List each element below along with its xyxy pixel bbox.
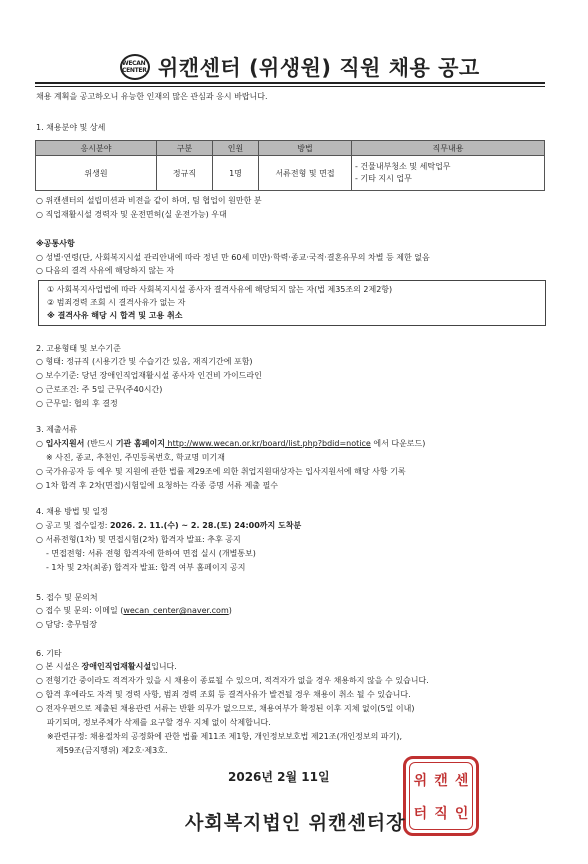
s6-line: 제59조(금지행위) 제2호·제3호. <box>56 746 168 755</box>
box-line: ① 사회복지사업법에 따라 사회복지시설 종사자 결격사유에 해당되지 않는 자(법 제35조의 2제2항) <box>47 285 393 294</box>
s6-facility-line <box>36 661 177 672</box>
s6-text: ○ 본 시설은 <box>36 662 82 671</box>
s5-line: ○ 담당: 총무팀장 <box>36 620 98 629</box>
s2-item: ○ 형태: 정규직 (시용기간 및 수습기간 있음, 재직기간에 포함) <box>36 357 253 366</box>
s4-line: - 면접전형: 서류 전형 합격자에 한하여 면접 실시 (개별통보) <box>46 549 256 558</box>
col-header-duty: 직무내용 <box>352 141 545 156</box>
s3-text: 에서 다운로드) <box>370 439 426 448</box>
common-bullet: ○ 성별·연령(단, 사회복지시설 관리안내에 따라 정년 만 60세 미만)·학력·종교·국적·결혼유무의 차별 등 제한 없음 <box>36 253 430 262</box>
common-bullet: ○ 다음의 결격 사유에 해당하지 않는 자 <box>36 266 175 275</box>
col-header-count: 인원 <box>213 141 259 156</box>
section-1-heading: 1. 채용분야 및 상세 <box>36 123 106 132</box>
table-row <box>36 156 545 191</box>
s3-text: (반드시 <box>84 439 116 448</box>
col-header-method: 방법 <box>259 141 352 156</box>
seal-char: 직 <box>434 805 448 822</box>
official-seal-icon <box>403 756 479 836</box>
table-header-row <box>36 141 545 156</box>
s3-note: ※ 사진, 종교, 추천인, 주민등록번호, 학교명 미기재 <box>46 453 225 462</box>
page-title: 위캔센터 (위생원) 직원 채용 공고 <box>158 56 480 80</box>
cell-field: 위생원 <box>36 156 157 191</box>
common-heading: ※공통사항 <box>36 239 75 248</box>
section-4-heading: 4. 채용 방법 및 일정 <box>36 507 108 516</box>
seal-char: 터 <box>413 805 428 822</box>
box-line-emphasis: ※ 결격사유 해당 시 합격 및 고용 취소 <box>47 311 183 320</box>
s2-item: ○ 보수기준: 당년 장애인직업재활시설 종사자 인건비 가이드라인 <box>36 371 262 380</box>
seal-char: 센 <box>454 772 469 789</box>
s4-line: - 1차 및 2차(최종) 합격자 발표: 합격 여부 홈페이지 공지 <box>46 563 246 572</box>
s3-application-label: ○ 입사지원서 <box>36 439 85 448</box>
s6-facility-type: 장애인직업재활시설 <box>81 662 152 671</box>
s3-line-application <box>36 438 425 449</box>
recruitment-table <box>35 140 545 191</box>
section-2-heading: 2. 고용형태 및 보수기준 <box>36 344 121 353</box>
notice-date: 2026년 2월 11일 <box>228 770 330 784</box>
title-rule-thin <box>35 86 545 87</box>
s6-line: ○ 합격 후에라도 자격 및 경력 사항, 범죄 경력 조회 등 결격사유가 발견될 경우 채용이 취소 될 수 있습니다. <box>36 690 411 699</box>
intro-text: 채용 계획을 공고하오니 유능한 인재의 많은 관심과 응시 바랍니다. <box>36 92 268 101</box>
s1-bullet: ○ 위캔센터의 설립미션과 비전을 같이 하며, 팀 협업이 원만한 분 <box>36 196 262 205</box>
seal-char: 인 <box>454 805 469 822</box>
s6-line: 파기되며, 정보주체가 삭제를 요구할 경우 지체 없이 삭제합니다. <box>47 718 271 727</box>
cell-duty <box>352 156 545 191</box>
s5-text: ○ 접수 및 문의: 이메일 ( <box>36 606 124 615</box>
header <box>120 50 520 84</box>
seal-char: 위 <box>413 772 428 789</box>
seal-grid <box>409 762 473 830</box>
s6-text: 입니다. <box>151 662 177 671</box>
organization-signature: 사회복지법인 위캔센터장 <box>185 812 406 834</box>
cell-type: 정규직 <box>157 156 213 191</box>
duty-line: - 건물내부청소 및 세탁업무 <box>355 162 451 171</box>
s3-line: ○ 1차 합격 후 2차(면접)시험일에 요청하는 각종 증명 서류 제출 필수 <box>36 481 279 490</box>
s4-schedule-line <box>36 520 301 531</box>
s6-line: ○ 전형기간 중이라도 적격자가 있을 시 채용이 종료될 수 있으며, 적격자가 없을 경우 채용하지 않을 수 있습니다. <box>36 676 429 685</box>
s2-item: ○ 근로조건: 주 5일 근무(주40시간) <box>36 385 163 394</box>
s2-item: ○ 근무일: 협의 후 결정 <box>36 399 118 408</box>
s3-line: ○ 국가유공자 등 예우 및 지원에 관한 법률 제29조에 의한 취업지원대상자는 입사지원서에 해당 사항 기록 <box>36 467 406 476</box>
title-rule <box>35 82 545 84</box>
section-3-heading: 3. 제출서류 <box>36 425 78 434</box>
section-5-heading: 5. 접수 및 문의처 <box>36 593 98 602</box>
s4-line: ○ 서류전형(1차) 및 면접시험(2차) 합격자 발표: 추후 공지 <box>36 535 241 544</box>
section-6-heading: 6. 기타 <box>36 649 62 658</box>
cell-method: 서류전형 및 면접 <box>259 156 352 191</box>
email-link[interactable]: wecan_center@naver.com <box>123 606 229 615</box>
box-line: ② 범죄경력 조회 시 결격사유가 없는 자 <box>47 298 186 307</box>
s1-bullet: ○ 직업재활시설 경력자 및 운전면허(실 운전가능) 우대 <box>36 210 227 219</box>
s4-text: ○ 공고 및 접수일정: <box>36 521 110 530</box>
s5-text: ) <box>228 606 232 615</box>
duty-line: - 기타 지시 업무 <box>355 174 412 183</box>
s5-contact-line <box>36 605 232 616</box>
col-header-field: 응시분야 <box>36 141 157 156</box>
s6-line: ○ 전자우편으로 제출된 채용관련 서류는 반환 의무가 없으므로, 채용여부가 확정된 이후 지체 없이(5일 이내) <box>36 704 415 713</box>
seal-char: 캔 <box>434 772 448 789</box>
s6-line: ※관련규정: 채용절차의 공정화에 관한 법률 제11조 제1항, 개인정보보호법 제21조(개인정보의 파기), <box>47 732 402 741</box>
s4-deadline: 2026. 2. 11.(수) ~ 2. 28.(토) 24:00까지 도착분 <box>109 521 302 530</box>
col-header-type: 구분 <box>157 141 213 156</box>
cell-count: 1명 <box>213 156 259 191</box>
homepage-link[interactable]: http://www.wecan.or.kr/board/list.php?bdid=notice <box>164 439 371 448</box>
wecan-logo-icon: WECAN CENTER <box>120 54 150 80</box>
s3-homepage-label: 기관 홈페이지 <box>115 439 165 448</box>
